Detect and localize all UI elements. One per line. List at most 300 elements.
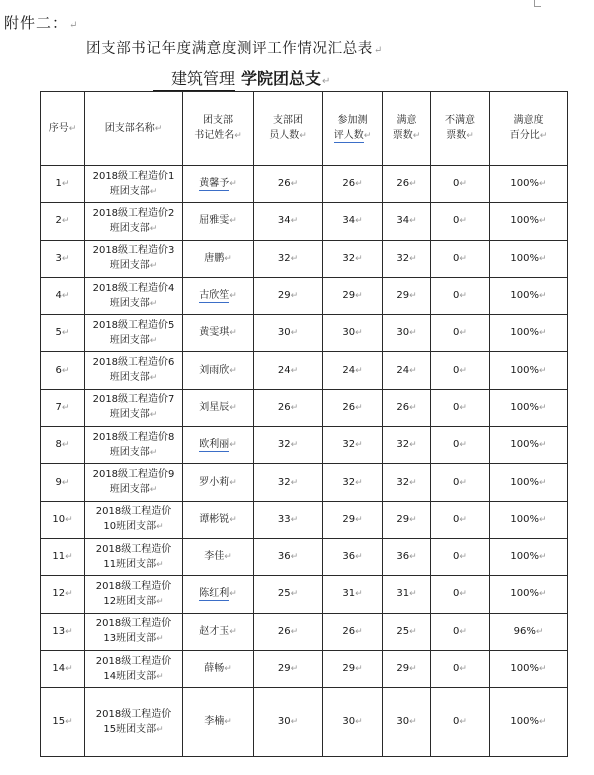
- paragraph-mark-icon: ↵: [409, 179, 417, 190]
- paragraph-mark-icon: ↵: [409, 589, 417, 600]
- paragraph-mark-icon: ↵: [459, 552, 467, 563]
- secretary-name: 黄馨予: [199, 178, 230, 190]
- cell-serial: [41, 315, 85, 352]
- cell-participant-count: [323, 240, 383, 277]
- secretary-name: 谭彬锐: [199, 513, 230, 525]
- paragraph-mark-icon: ↵: [466, 131, 474, 141]
- branch-name-line2: 班团支部: [109, 222, 150, 234]
- cell-branch-name: [85, 315, 183, 352]
- document-title: [86, 37, 383, 58]
- branch-name-line2: 12班团支部: [103, 595, 157, 607]
- header-text-line2: 票数: [392, 130, 413, 141]
- paragraph-mark-icon: ↵: [290, 664, 299, 674]
- cell-serial: [41, 576, 85, 613]
- cell-secretary-name: [183, 650, 254, 687]
- cell-unsatisfied-votes: [431, 389, 490, 426]
- page-corner-mark: [534, 0, 541, 7]
- cell-serial: [41, 166, 85, 203]
- paragraph-mark-icon: ↵: [290, 626, 299, 637]
- paragraph-mark-icon: ↵: [149, 186, 158, 197]
- cell-member-count-value: 29: [277, 663, 291, 674]
- paragraph-mark-icon: ↵: [156, 596, 164, 607]
- paragraph-mark-icon: ↵: [290, 440, 299, 451]
- serial-number: 1: [55, 178, 62, 190]
- cell-participant-count: [323, 315, 383, 352]
- paragraph-mark-icon: ↵: [412, 131, 421, 141]
- cell-satisfied-votes: [383, 613, 431, 650]
- cell-unsatisfied-votes: [431, 203, 490, 240]
- cell-satisfied-votes-value: 32: [396, 476, 410, 488]
- paragraph-mark-icon: ↵: [224, 253, 232, 264]
- paragraph-mark-icon: ↵: [409, 664, 417, 674]
- cell-unsatisfied-votes: [431, 613, 490, 650]
- cell-secretary-name: [183, 352, 254, 389]
- branch-name-line2: 班团支部: [109, 409, 150, 421]
- cell-serial: [41, 427, 85, 464]
- paragraph-mark-icon: ↵: [459, 626, 467, 637]
- cell-participant-count-value: 32: [342, 252, 356, 264]
- paragraph-mark-icon: ↵: [61, 216, 70, 227]
- paragraph-mark-icon: ↵: [355, 440, 363, 451]
- branch-name-line2: 10班团支部: [103, 521, 157, 533]
- cell-secretary-name: [183, 688, 254, 757]
- table-row: [41, 576, 568, 613]
- paragraph-mark-icon: ↵: [355, 589, 363, 600]
- paragraph-mark-icon: ↵: [355, 514, 363, 525]
- paragraph-mark-icon: ↵: [409, 552, 417, 563]
- paragraph-mark-icon: ↵: [156, 522, 164, 533]
- paragraph-mark-icon: ↵: [459, 291, 467, 302]
- paragraph-mark-icon: ↵: [299, 131, 307, 141]
- cell-satisfied-votes: [383, 389, 431, 426]
- cell-serial: [41, 389, 85, 426]
- serial-number: 2: [55, 215, 62, 227]
- paragraph-mark-icon: ↵: [229, 291, 237, 302]
- paragraph-mark-icon: ↵: [539, 552, 547, 563]
- cell-participant-count: [323, 427, 383, 464]
- cell-member-count: [254, 352, 323, 389]
- cell-satisfied-votes: [383, 315, 431, 352]
- cell-serial: [41, 613, 85, 650]
- secretary-name: 李佳: [204, 551, 225, 563]
- cell-unsatisfied-votes-value: 0: [453, 663, 460, 674]
- paragraph-mark-icon: ↵: [409, 402, 417, 413]
- cell-branch-name: [85, 650, 183, 687]
- paragraph-mark-icon: ↵: [459, 589, 467, 600]
- paragraph-mark-icon: ↵: [290, 253, 299, 264]
- cell-satisfied-votes: [383, 501, 431, 538]
- cell-member-count-value: 26: [277, 625, 291, 637]
- cell-satisfied-votes-value: 26: [396, 178, 410, 190]
- paragraph-mark-icon: ↵: [229, 589, 237, 600]
- paragraph-mark-icon: ↵: [290, 514, 299, 525]
- secretary-name: 赵才玉: [199, 625, 230, 637]
- branch-name-line1: 2018级工程造价4: [92, 282, 175, 294]
- paragraph-mark-icon: ↵: [61, 365, 70, 376]
- cell-satisfaction-percent-value: 100%: [510, 551, 540, 563]
- cell-unsatisfied-votes: [431, 538, 490, 575]
- table-row: [41, 538, 568, 575]
- cell-satisfied-votes-value: 32: [396, 439, 410, 451]
- cell-participant-count: [323, 650, 383, 687]
- cell-unsatisfied-votes: [431, 576, 490, 613]
- table-row: [41, 688, 568, 757]
- secretary-name: 古欣笙: [199, 290, 230, 302]
- cell-branch-name: [85, 427, 183, 464]
- table-row: [41, 389, 568, 426]
- paragraph-mark-icon: ↵: [61, 253, 70, 264]
- cell-participant-count-value: 29: [342, 513, 356, 525]
- serial-number: 13: [52, 625, 66, 637]
- cell-participant-count: [323, 203, 383, 240]
- branch-name-line1: 2018级工程造价9: [92, 469, 175, 481]
- cell-branch-name: [85, 240, 183, 277]
- branch-name-line2: 14班团支部: [103, 670, 157, 682]
- paragraph-mark-icon: ↵: [290, 216, 299, 227]
- cell-satisfied-votes-value: 24: [396, 364, 410, 376]
- cell-participant-count-value: 36: [342, 551, 356, 563]
- paragraph-mark-icon: ↵: [290, 552, 299, 563]
- paragraph-mark-icon: ↵: [459, 717, 467, 728]
- branch-name-line1: 2018级工程造价: [95, 618, 172, 630]
- paragraph-mark-icon: ↵: [290, 328, 299, 339]
- paragraph-mark-icon: ↵: [69, 20, 79, 31]
- cell-secretary-name: [183, 166, 254, 203]
- cell-participant-count-value: 32: [342, 476, 356, 488]
- summary-table: [40, 91, 568, 757]
- cell-satisfaction-percent-value: 100%: [510, 327, 540, 339]
- table-header: [41, 92, 568, 166]
- cell-secretary-name: [183, 576, 254, 613]
- cell-satisfaction-percent: [490, 576, 568, 613]
- serial-number: 5: [55, 327, 62, 339]
- paragraph-mark-icon: ↵: [409, 717, 417, 728]
- cell-member-count: [254, 315, 323, 352]
- cell-unsatisfied-votes: [431, 166, 490, 203]
- paragraph-mark-icon: ↵: [409, 477, 417, 488]
- paragraph-mark-icon: ↵: [149, 447, 158, 458]
- cell-satisfied-votes-value: 29: [396, 663, 410, 674]
- cell-satisfaction-percent: [490, 315, 568, 352]
- header-text-line1: 支部团: [273, 115, 303, 126]
- paragraph-mark-icon: ↵: [149, 373, 158, 384]
- paragraph-mark-icon: ↵: [539, 717, 547, 728]
- cell-satisfaction-percent-value: 100%: [510, 513, 540, 525]
- cell-satisfaction-percent: [490, 240, 568, 277]
- paragraph-mark-icon: ↵: [229, 626, 237, 637]
- cell-member-count-value: 30: [277, 327, 291, 339]
- cell-satisfied-votes-value: 25: [396, 625, 410, 637]
- cell-participant-count: [323, 166, 383, 203]
- branch-name-line1: 2018级工程造价1: [92, 170, 175, 182]
- cell-branch-name: [85, 576, 183, 613]
- cell-serial: [41, 464, 85, 501]
- cell-participant-count: [323, 576, 383, 613]
- paragraph-mark-icon: ↵: [539, 291, 547, 302]
- cell-branch-name: [85, 464, 183, 501]
- paragraph-mark-icon: ↵: [65, 589, 73, 600]
- paragraph-mark-icon: ↵: [355, 552, 363, 563]
- paragraph-mark-icon: ↵: [61, 179, 70, 190]
- paragraph-mark-icon: ↵: [459, 365, 467, 376]
- cell-satisfaction-percent: [490, 650, 568, 687]
- paragraph-mark-icon: ↵: [224, 664, 232, 674]
- cell-participant-count-value: 30: [342, 327, 356, 339]
- cell-member-count-value: 32: [277, 476, 291, 488]
- table-row: [41, 166, 568, 203]
- cell-satisfaction-percent: [490, 613, 568, 650]
- paragraph-mark-icon: ↵: [65, 514, 73, 525]
- cell-unsatisfied-votes-value: 0: [453, 252, 460, 264]
- cell-secretary-name: [183, 240, 254, 277]
- header-satisfied-votes: [383, 92, 431, 166]
- cell-unsatisfied-votes-value: 0: [453, 290, 460, 302]
- paragraph-mark-icon: ↵: [355, 179, 363, 190]
- cell-branch-name: [85, 501, 183, 538]
- paragraph-mark-icon: ↵: [224, 552, 232, 563]
- department-name: 建筑管理: [153, 66, 235, 91]
- cell-satisfied-votes-value: 29: [396, 290, 410, 302]
- cell-satisfied-votes: [383, 277, 431, 314]
- cell-satisfaction-percent: [490, 688, 568, 757]
- cell-branch-name: [85, 538, 183, 575]
- cell-member-count-value: 26: [277, 178, 291, 190]
- paragraph-mark-icon: ↵: [539, 131, 548, 141]
- header-text-line1: 参加测: [337, 115, 368, 126]
- paragraph-mark-icon: ↵: [409, 291, 417, 302]
- paragraph-mark-icon: ↵: [355, 216, 363, 227]
- header-text-line2: 员人数: [269, 130, 300, 141]
- cell-satisfied-votes: [383, 166, 431, 203]
- table-row: [41, 650, 568, 687]
- header-text-line1: 序号: [48, 122, 69, 134]
- cell-participant-count-value: 31: [342, 588, 356, 600]
- cell-satisfied-votes: [383, 650, 431, 687]
- cell-participant-count-value: 29: [342, 290, 356, 302]
- table-row: [41, 501, 568, 538]
- paragraph-mark-icon: ↵: [409, 328, 417, 339]
- paragraph-mark-icon: ↵: [355, 328, 363, 339]
- serial-number: 3: [55, 252, 62, 264]
- paragraph-mark-icon: ↵: [290, 365, 299, 376]
- cell-unsatisfied-votes: [431, 427, 490, 464]
- cell-satisfied-votes: [383, 427, 431, 464]
- cell-unsatisfied-votes: [431, 464, 490, 501]
- paragraph-mark-icon: ↵: [539, 477, 547, 488]
- branch-name-line2: 班团支部: [109, 297, 150, 309]
- cell-member-count: [254, 427, 323, 464]
- paragraph-mark-icon: ↵: [224, 717, 232, 728]
- cell-member-count-value: 33: [277, 513, 291, 525]
- cell-unsatisfied-votes-value: 0: [453, 588, 460, 600]
- paragraph-mark-icon: ↵: [409, 626, 417, 637]
- branch-name-line2: 11班团支部: [103, 558, 157, 570]
- cell-participant-count: [323, 613, 383, 650]
- secretary-name: 刘星辰: [199, 401, 230, 413]
- cell-satisfaction-percent: [490, 352, 568, 389]
- branch-name-line1: 2018级工程造价: [95, 655, 172, 667]
- paragraph-mark-icon: ↵: [459, 477, 467, 488]
- cell-member-count: [254, 688, 323, 757]
- paragraph-mark-icon: ↵: [229, 365, 237, 376]
- cell-satisfaction-percent-value: 100%: [510, 290, 540, 302]
- serial-number: 6: [55, 364, 62, 376]
- cell-satisfaction-percent: [490, 427, 568, 464]
- table-row: [41, 203, 568, 240]
- cell-satisfaction-percent-value: 100%: [510, 401, 540, 413]
- cell-satisfaction-percent-value: 100%: [510, 252, 540, 264]
- cell-participant-count-value: 34: [342, 215, 356, 227]
- attachment-label: [4, 12, 78, 33]
- cell-unsatisfied-votes-value: 0: [453, 439, 460, 451]
- cell-member-count: [254, 464, 323, 501]
- cell-branch-name: [85, 613, 183, 650]
- header-row: [41, 92, 568, 166]
- paragraph-mark-icon: ↵: [61, 402, 70, 413]
- paragraph-mark-icon: ↵: [355, 253, 363, 264]
- paragraph-mark-icon: ↵: [539, 179, 547, 190]
- cell-serial: [41, 650, 85, 687]
- paragraph-mark-icon: ↵: [229, 477, 237, 488]
- cell-member-count: [254, 613, 323, 650]
- paragraph-mark-icon: ↵: [65, 664, 73, 674]
- branch-name-line1: 2018级工程造价8: [92, 431, 175, 443]
- paragraph-mark-icon: ↵: [459, 514, 467, 525]
- cell-unsatisfied-votes-value: 0: [453, 327, 460, 339]
- branch-name-line1: 2018级工程造价6: [92, 357, 175, 369]
- cell-member-count: [254, 650, 323, 687]
- cell-satisfaction-percent-value: 100%: [510, 663, 540, 674]
- paragraph-mark-icon: ↵: [149, 335, 158, 346]
- header-unsatisfied-votes: [431, 92, 490, 166]
- cell-member-count: [254, 389, 323, 426]
- cell-secretary-name: [183, 315, 254, 352]
- paragraph-mark-icon: ↵: [229, 514, 237, 525]
- header-participant-count: [323, 92, 383, 166]
- cell-member-count-value: 24: [277, 364, 291, 376]
- cell-unsatisfied-votes-value: 0: [453, 551, 460, 563]
- cell-satisfied-votes-value: 32: [396, 252, 410, 264]
- paragraph-mark-icon: ↵: [459, 664, 467, 674]
- secretary-name: 李楠: [204, 716, 225, 728]
- paragraph-mark-icon: ↵: [539, 365, 547, 376]
- paragraph-mark-icon: ↵: [156, 671, 164, 682]
- paragraph-mark-icon: ↵: [65, 626, 73, 637]
- paragraph-mark-icon: ↵: [290, 402, 299, 413]
- cell-unsatisfied-votes-value: 0: [453, 215, 460, 227]
- paragraph-mark-icon: ↵: [149, 261, 158, 272]
- cell-satisfied-votes: [383, 688, 431, 757]
- cell-member-count-value: 32: [277, 252, 291, 264]
- secretary-name: 刘雨欣: [199, 364, 230, 376]
- table-row: [41, 427, 568, 464]
- cell-satisfied-votes: [383, 464, 431, 501]
- cell-participant-count: [323, 501, 383, 538]
- table-row: [41, 277, 568, 314]
- cell-satisfied-votes-value: 31: [396, 588, 410, 600]
- cell-satisfaction-percent: [490, 389, 568, 426]
- serial-number: 9: [55, 476, 62, 488]
- header-text-line2: 书记姓名: [194, 130, 235, 141]
- cell-satisfied-votes-value: 30: [396, 327, 410, 339]
- cell-satisfied-votes: [383, 352, 431, 389]
- cell-serial: [41, 352, 85, 389]
- cell-secretary-name: [183, 538, 254, 575]
- branch-name-line2: 15班团支部: [103, 723, 157, 735]
- secretary-name: 陈红利: [199, 588, 230, 600]
- paragraph-mark-icon: ↵: [355, 402, 363, 413]
- paragraph-mark-icon: ↵: [149, 223, 158, 234]
- paragraph-mark-icon: ↵: [61, 477, 70, 488]
- cell-satisfied-votes: [383, 576, 431, 613]
- cell-branch-name: [85, 166, 183, 203]
- paragraph-mark-icon: ↵: [459, 440, 467, 451]
- cell-satisfied-votes: [383, 538, 431, 575]
- branch-name-line1: 2018级工程造价: [95, 506, 172, 518]
- serial-number: 7: [55, 401, 62, 413]
- header-text-line2: 评人数: [333, 130, 364, 141]
- paragraph-mark-icon: ↵: [409, 365, 417, 376]
- paragraph-mark-icon: ↵: [68, 123, 77, 134]
- secretary-name: 欧利丽: [199, 439, 230, 451]
- cell-branch-name: [85, 389, 183, 426]
- paragraph-mark-icon: ↵: [149, 298, 158, 309]
- paragraph-mark-icon: ↵: [61, 328, 70, 339]
- paragraph-mark-icon: ↵: [539, 514, 547, 525]
- cell-serial: [41, 501, 85, 538]
- cell-participant-count-value: 29: [342, 663, 356, 674]
- cell-serial: [41, 538, 85, 575]
- cell-serial: [41, 240, 85, 277]
- cell-unsatisfied-votes-value: 0: [453, 716, 460, 728]
- cell-unsatisfied-votes: [431, 688, 490, 757]
- paragraph-mark-icon: ↵: [373, 45, 383, 56]
- cell-member-count-value: 32: [277, 439, 291, 451]
- cell-satisfaction-percent-value: 100%: [510, 364, 540, 376]
- table-row: [41, 352, 568, 389]
- paragraph-mark-icon: ↵: [459, 179, 467, 190]
- cell-member-count-value: 36: [277, 551, 291, 563]
- paragraph-mark-icon: ↵: [154, 123, 163, 134]
- secretary-name: 罗小莉: [199, 476, 230, 488]
- header-text-line1: 团支部名称: [104, 122, 155, 134]
- branch-name-line1: 2018级工程造价: [95, 543, 172, 555]
- paragraph-mark-icon: ↵: [149, 485, 158, 496]
- paragraph-mark-icon: ↵: [156, 634, 164, 645]
- table-body: [41, 166, 568, 757]
- paragraph-mark-icon: ↵: [229, 328, 237, 339]
- cell-secretary-name: [183, 501, 254, 538]
- cell-unsatisfied-votes: [431, 501, 490, 538]
- paragraph-mark-icon: ↵: [363, 131, 372, 141]
- cell-member-count: [254, 203, 323, 240]
- cell-satisfaction-percent: [490, 464, 568, 501]
- cell-unsatisfied-votes: [431, 240, 490, 277]
- paragraph-mark-icon: ↵: [539, 589, 547, 600]
- document-title-text: 团支部书记年度满意度测评工作情况汇总表: [86, 41, 373, 57]
- cell-participant-count: [323, 464, 383, 501]
- cell-satisfaction-percent: [490, 501, 568, 538]
- cell-participant-count-value: 32: [342, 439, 356, 451]
- paragraph-mark-icon: ↵: [539, 402, 547, 413]
- cell-satisfaction-percent-value: 100%: [510, 476, 540, 488]
- cell-satisfaction-percent-value: 96%: [513, 625, 536, 637]
- attachment-label-text: 附件二：: [4, 14, 69, 32]
- cell-branch-name: [85, 203, 183, 240]
- department-line: [153, 66, 330, 88]
- cell-member-count: [254, 576, 323, 613]
- cell-unsatisfied-votes-value: 0: [453, 476, 460, 488]
